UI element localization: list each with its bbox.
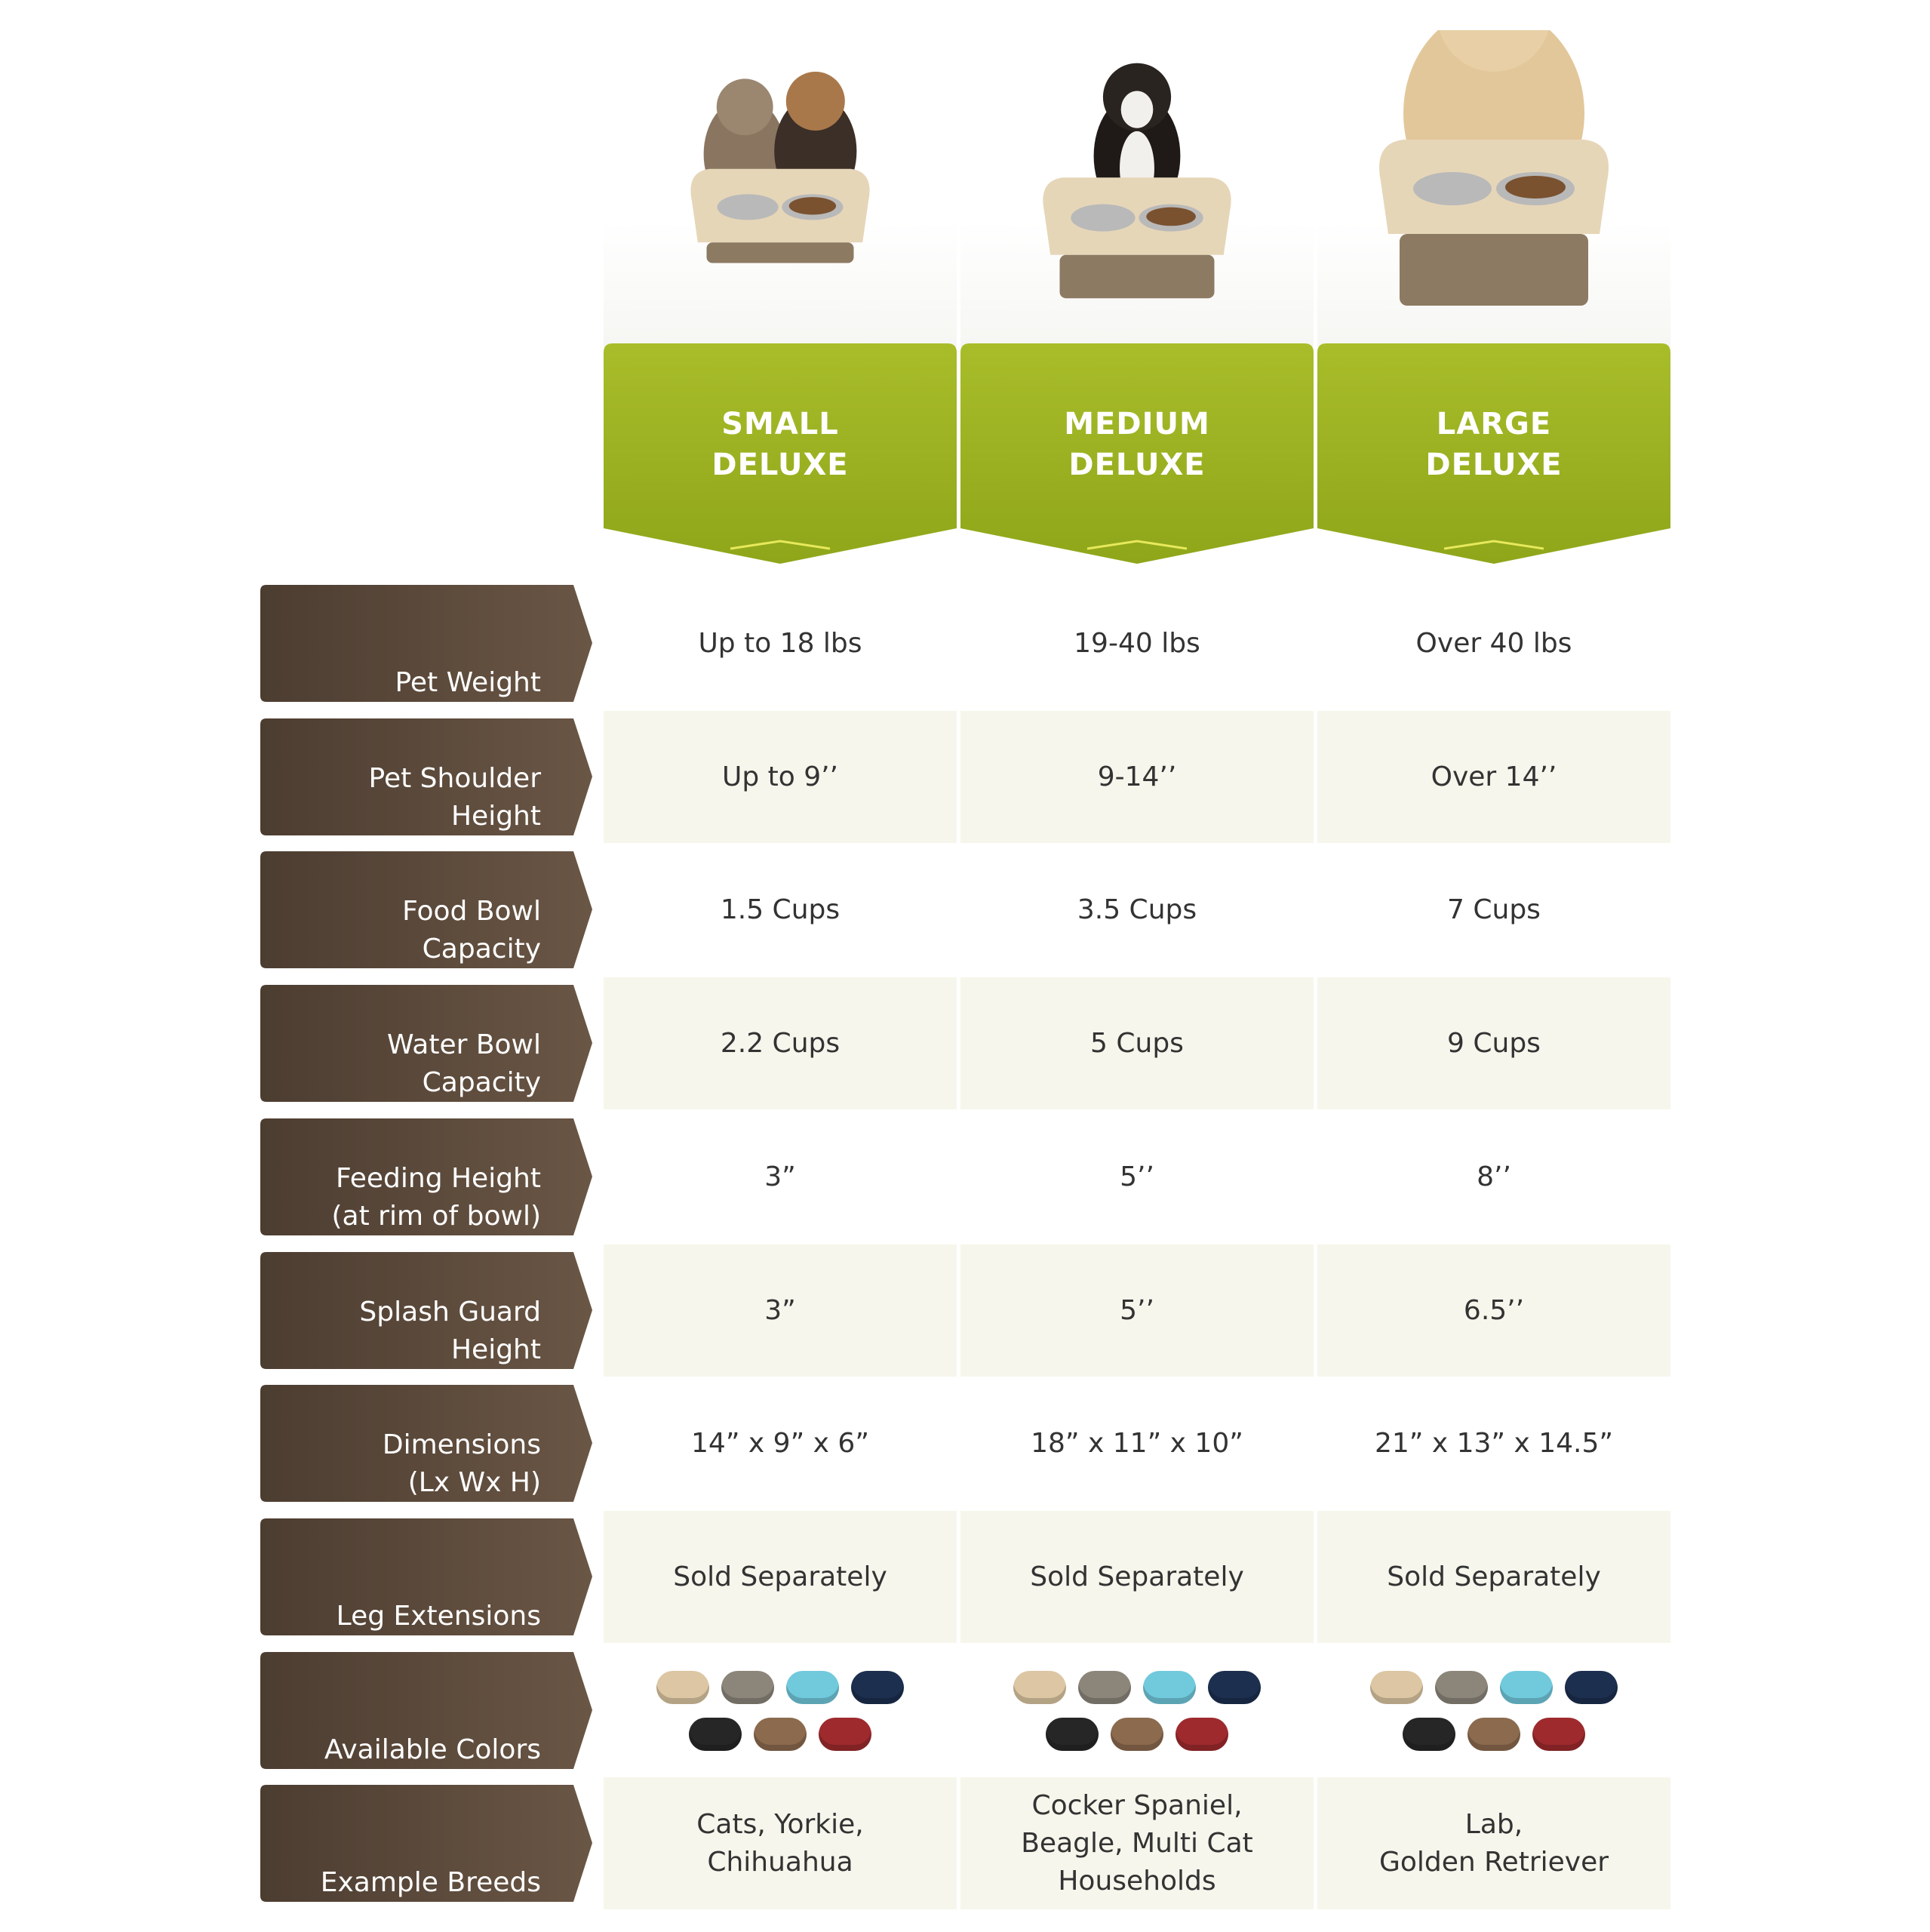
row-label — [260, 851, 592, 968]
cell-value: 8’’ — [1477, 1161, 1511, 1192]
color-swatch[interactable] — [1565, 1671, 1618, 1704]
row-label — [260, 1252, 592, 1369]
table-cell — [1317, 711, 1670, 843]
cell-value: 6.5’’ — [1463, 1294, 1525, 1326]
cell-value: Cocker Spaniel, Beagle, Multi Cat Households — [1021, 1789, 1253, 1897]
table-cell — [1317, 1377, 1670, 1509]
table-cell — [604, 1511, 957, 1643]
cell-value: 9-14’’ — [1097, 761, 1177, 792]
color-swatch[interactable] — [1403, 1718, 1455, 1751]
color-swatch[interactable] — [1467, 1718, 1520, 1751]
table-cell — [604, 1777, 957, 1909]
table-cell — [1317, 1511, 1670, 1643]
size-header-line2: DELUXE — [1068, 448, 1206, 482]
cell-value: 3” — [764, 1294, 796, 1326]
row-label-text: Splash Guard Height — [359, 1297, 541, 1365]
cell-value: 21” x 13” x 14.5” — [1374, 1427, 1614, 1459]
row-label-text: Water Bowl Capacity — [386, 1029, 541, 1098]
row-label — [260, 718, 592, 835]
cell-value: 18” x 11” x 10” — [1031, 1427, 1243, 1459]
row-label-text: Dimensions (Lx Wx H) — [382, 1429, 541, 1498]
cell-value: 1.5 Cups — [720, 894, 841, 925]
table-cell — [604, 1111, 957, 1243]
size-header-line1: MEDIUM — [1064, 407, 1210, 441]
color-swatches — [656, 1671, 904, 1751]
table-cell — [1317, 1777, 1670, 1909]
row-label-text: Pet Weight — [395, 667, 541, 698]
cell-value: 5’’ — [1120, 1294, 1154, 1326]
table-cell — [960, 1111, 1314, 1243]
size-header-line2: DELUXE — [1425, 448, 1563, 482]
color-swatch[interactable] — [786, 1671, 839, 1704]
color-swatch[interactable] — [1532, 1718, 1585, 1751]
cell-value: Sold Separately — [673, 1561, 887, 1592]
color-swatch[interactable] — [1078, 1671, 1131, 1704]
table-cell — [960, 1644, 1314, 1777]
table-cell — [1317, 977, 1670, 1109]
row-label — [260, 1518, 592, 1635]
table-cell — [604, 844, 957, 976]
row-label — [260, 585, 592, 702]
table-cell — [960, 1377, 1314, 1509]
size-header-small — [604, 343, 957, 566]
cell-value: 3” — [764, 1161, 796, 1192]
cell-value: Over 40 lbs — [1415, 627, 1572, 659]
color-swatch[interactable] — [656, 1671, 709, 1704]
size-header-line1: LARGE — [1436, 407, 1552, 441]
row-label — [260, 1118, 592, 1235]
table-cell — [604, 577, 957, 709]
row-label-text: Food Bowl Capacity — [402, 896, 541, 964]
color-swatches — [1370, 1671, 1618, 1751]
row-label-text: Feeding Height (at rim of bowl) — [331, 1163, 541, 1232]
table-cell — [1317, 577, 1670, 709]
color-swatch[interactable] — [1176, 1718, 1228, 1751]
color-swatch[interactable] — [1046, 1718, 1099, 1751]
table-cell — [960, 844, 1314, 976]
color-swatch[interactable] — [1435, 1671, 1488, 1704]
table-cell — [960, 711, 1314, 843]
row-label-text: Leg Extensions — [336, 1601, 541, 1632]
cell-value: Lab, Golden Retriever — [1378, 1808, 1609, 1878]
row-label-text: Pet Shoulder Height — [368, 763, 541, 832]
table-cell — [1317, 1111, 1670, 1243]
table-cell — [1317, 1644, 1670, 1777]
color-swatch[interactable] — [1143, 1671, 1196, 1704]
row-label — [260, 1785, 592, 1902]
color-swatch[interactable] — [819, 1718, 871, 1751]
table-cell — [1317, 1244, 1670, 1377]
color-swatch[interactable] — [689, 1718, 742, 1751]
cell-value: Over 14’’ — [1431, 761, 1557, 792]
table-cell — [960, 1511, 1314, 1643]
color-swatch[interactable] — [1370, 1671, 1423, 1704]
cell-value: 19-40 lbs — [1074, 627, 1200, 659]
cell-value: Cats, Yorkie, Chihuahua — [696, 1808, 864, 1878]
cell-value: 5 Cups — [1090, 1027, 1184, 1059]
color-swatch[interactable] — [1208, 1671, 1261, 1704]
row-label-text: Available Colors — [324, 1734, 541, 1765]
color-swatch[interactable] — [721, 1671, 774, 1704]
medium-feeder-dog-photo — [960, 30, 1314, 347]
cell-value: 9 Cups — [1447, 1027, 1541, 1059]
table-cell — [960, 577, 1314, 709]
cell-value: Up to 9’’ — [721, 761, 839, 792]
cell-value: Sold Separately — [1387, 1561, 1601, 1592]
cell-value: 14” x 9” x 6” — [691, 1427, 869, 1459]
cell-value: 7 Cups — [1447, 894, 1541, 925]
cell-value: 2.2 Cups — [720, 1027, 841, 1059]
table-cell — [604, 711, 957, 843]
small-feeder-cat-yorkie-photo — [604, 30, 957, 347]
color-swatch[interactable] — [1013, 1671, 1066, 1704]
color-swatch[interactable] — [1111, 1718, 1163, 1751]
table-cell — [604, 1244, 957, 1377]
table-cell — [960, 977, 1314, 1109]
color-swatch[interactable] — [754, 1718, 807, 1751]
large-feeder-labrador-photo — [1317, 30, 1670, 347]
cell-value: 5’’ — [1120, 1161, 1154, 1192]
color-swatch[interactable] — [1500, 1671, 1553, 1704]
cell-value: Up to 18 lbs — [698, 627, 862, 659]
row-label-text: Example Breeds — [320, 1867, 541, 1898]
table-cell — [604, 977, 957, 1109]
table-cell — [960, 1244, 1314, 1377]
size-header-medium — [960, 343, 1314, 566]
row-label — [260, 985, 592, 1102]
row-label — [260, 1652, 592, 1769]
table-cell — [1317, 844, 1670, 976]
table-cell — [604, 1644, 957, 1777]
size-header-large — [1317, 343, 1670, 566]
cell-value: Sold Separately — [1030, 1561, 1244, 1592]
row-label — [260, 1385, 592, 1502]
table-cell — [960, 1777, 1314, 1909]
color-swatches — [1013, 1671, 1261, 1751]
color-swatch[interactable] — [851, 1671, 904, 1704]
size-header-line2: DELUXE — [711, 448, 849, 482]
cell-value: 3.5 Cups — [1077, 894, 1197, 925]
size-header-line1: SMALL — [721, 407, 839, 441]
table-cell — [604, 1377, 957, 1509]
